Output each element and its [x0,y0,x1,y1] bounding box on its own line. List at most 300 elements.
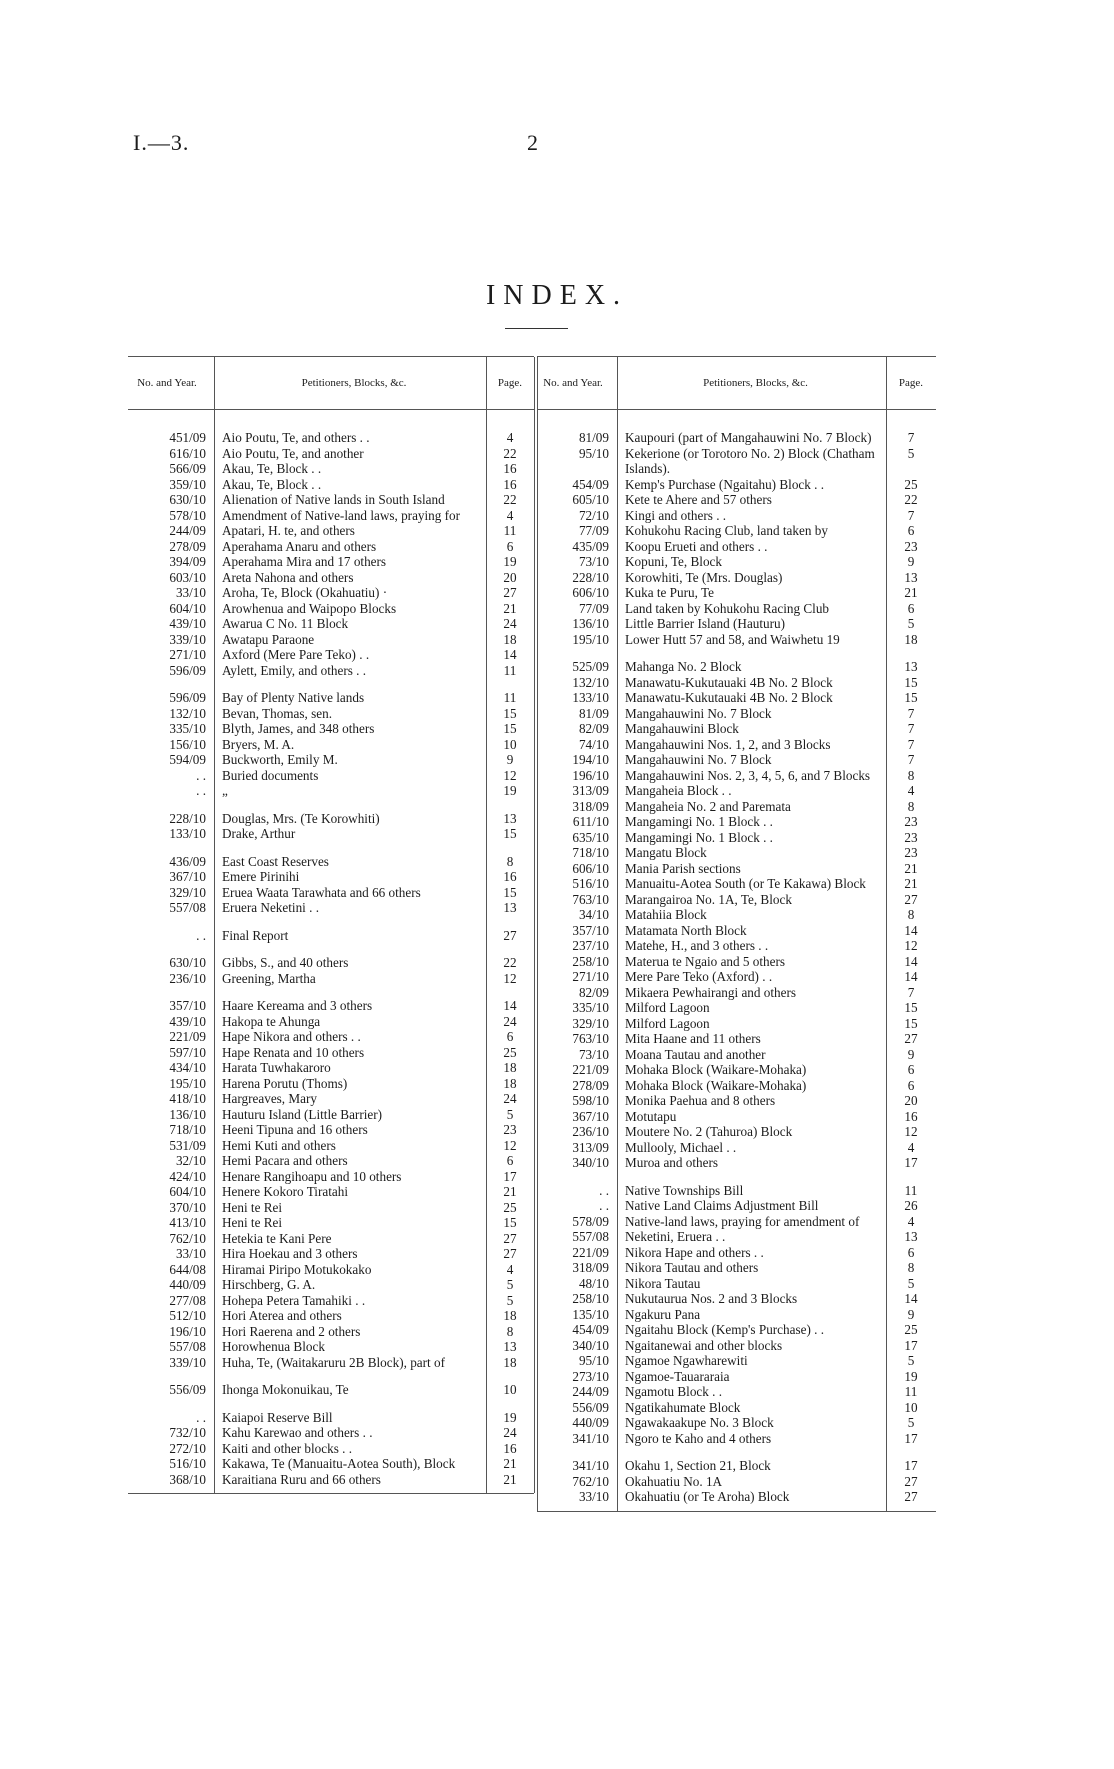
page-ref: 11 [503,690,517,705]
table-row [128,1107,534,1123]
table-row [128,1425,534,1441]
table-row [537,1229,936,1245]
petition-number: 367/10 [572,1108,609,1124]
petitioner-name: Nikora Tautau [625,1275,701,1291]
petition-number: 271/10 [572,969,609,984]
petitioner-name: Mangaheia No. 2 and Paremata [625,798,791,814]
petitioner-name: Mahanga No. 2 Block [625,659,742,674]
petitioner-name: Awarua C No. 11 Block [222,616,349,631]
petitioner-name: Moutere No. 2 (Tahuroa) Block [625,1124,793,1139]
petition-number: 439/10 [169,616,206,631]
petition-number: 424/10 [169,1168,206,1184]
petition-number: 33/10 [578,1489,609,1504]
table-row [128,783,534,799]
petition-number: 604/10 [169,600,206,616]
table-row [537,1474,936,1490]
page-ref: 27 [904,1031,918,1046]
page-ref: 18 [904,631,918,647]
table-row [537,830,936,846]
petitioner-name: Ngaitahu Block (Kemp's Purchase) . . [625,1322,825,1337]
page-ref: 25 [904,1322,918,1337]
table-row [128,632,534,648]
page-ref: 23 [904,814,918,829]
page-ref: 13 [503,810,517,826]
petition-number: 132/10 [572,674,609,690]
page-ref: 27 [904,891,918,907]
petitioner-name: Ngaitanewai and other blocks [625,1337,783,1353]
page-ref: 12 [904,938,918,953]
petitioner-name: Nukutaurua Nos. 2 and 3 Blocks [625,1291,798,1306]
petitioner-name: Okahu 1, Section 21, Block [625,1458,771,1473]
table-row [128,1410,534,1426]
page-ref: 27 [904,1473,918,1489]
petitioner-name: Hape Renata and 10 others [222,1044,365,1060]
petitioner-name: Mohaka Block (Waikare-Mohaka) [625,1062,807,1077]
petition-number: 258/10 [572,1291,609,1306]
petitioner-name: Milford Lagoon [625,1000,710,1015]
petition-number: 195/10 [572,631,609,647]
petitioner-name: Akau, Te, Block . . [222,476,322,492]
page-ref: 22 [503,955,517,970]
petition-number: 440/09 [572,1415,609,1430]
table-row [128,1293,534,1309]
petitioner-name: Mangahauwini Nos. 1, 2, and 3 Blocks [625,736,831,752]
table-row [128,570,534,586]
petition-number: 272/10 [169,1440,206,1456]
page-ref: 24 [503,1425,517,1440]
petitioner-name: Matehe, H., and 3 others . . [625,938,769,953]
page-ref: 5 [506,1106,514,1122]
petitioner-name: Blyth, James, and 348 others [222,721,375,736]
petitioner-name: Awatapu Paraone [222,631,315,647]
petition-number: 531/09 [169,1137,206,1153]
petitioner-name: Hauturu Island (Little Barrier) [222,1106,383,1122]
petitioner-name: Lower Hutt 57 and 58, and Waiwhetu 19 [625,631,840,647]
petitioner-name: Henere Kokoro Tiratahi [222,1184,348,1199]
table-row [537,690,936,706]
petitioner-name: Amendment of Native-land laws, praying for [222,507,461,523]
table-row [537,1016,936,1032]
table-row [537,508,936,524]
petition-number: . . [196,1409,206,1425]
page-ref: 5 [506,1292,514,1308]
table-row [128,1169,534,1185]
petition-number: 82/09 [578,984,609,1000]
table-row [128,1262,534,1278]
header-reference: I.—3. [133,130,190,155]
table-row [128,1014,534,1030]
petitioner-name: Kaupouri (part of Mangahauwini No. 7 Block) [625,430,872,445]
petitioner-name: Native Land Claims Adjustment Bill [625,1198,819,1213]
table-row [537,1109,936,1125]
petition-number: 236/10 [169,970,206,986]
petitioner-name: Korowhiti, Te (Mrs. Douglas) [625,569,783,585]
petition-number: 436/09 [169,853,206,869]
petition-number: 340/10 [572,1337,609,1353]
title-rule [505,328,568,329]
table-row [128,1184,534,1200]
petitioner-name: Karaitiana Ruru and 66 others [222,1471,381,1487]
page-ref: 6 [907,523,915,538]
table-row [128,1456,534,1472]
petition-number: 434/10 [169,1060,206,1075]
petition-number: 762/10 [169,1230,206,1246]
petitioner-name: Bryers, M. A. [222,736,295,752]
index-table-right [537,356,936,1512]
petitioner-name: Ngatikahumate Block [625,1399,741,1415]
table-row [537,1183,936,1199]
petition-number: 237/10 [572,938,609,953]
page-ref: 24 [503,616,517,631]
page-ref: 13 [503,1339,517,1354]
petition-number: 341/10 [572,1458,609,1473]
page-ref: 12 [503,1137,517,1153]
petitioner-name: Areta Nahona and others [222,569,354,585]
page-ref: 6 [907,600,915,616]
petition-number: 596/09 [169,690,206,705]
page-ref: 16 [503,476,517,492]
page-ref: 8 [506,1323,514,1339]
table-row [128,554,534,570]
page-ref: 14 [904,953,918,969]
petitioner-name: Hargreaves, Mary [222,1091,317,1106]
petition-number: 32/10 [175,1153,206,1168]
petitioner-name: Hohepa Petera Tamahiki . . [222,1292,366,1308]
petitioner-name: Hemi Pacara and others [222,1153,348,1168]
petitioner-name: Haare Kereama and 3 others [222,998,373,1013]
row-spacer [128,986,534,998]
page-ref: 12 [503,970,517,986]
petition-number: 597/10 [169,1044,206,1060]
table-row [537,430,936,446]
petitioner-name: Hape Nikora and others . . [222,1029,361,1044]
table-row [537,570,936,586]
table-row [537,492,936,508]
page-ref: 4 [907,1213,915,1229]
petitioner-name: Arowhenua and Waipopo Blocks [222,600,397,616]
table-row [537,1291,936,1307]
petition-number: 557/08 [169,1339,206,1354]
petitioner-name: Heni te Rei [222,1215,283,1230]
index-table-left [128,356,534,1494]
column-header-petitioners: Petitioners, Blocks, &c. [703,376,808,389]
petitioner-name: Heeni Tipuna and 16 others [222,1122,368,1137]
petitioner-name: „ [222,783,228,798]
petition-number: 136/10 [572,616,609,631]
petition-number: 413/10 [169,1215,206,1230]
petition-number: 132/10 [169,705,206,721]
petition-number: 440/09 [169,1277,206,1292]
page-ref: 21 [503,1184,517,1199]
petition-number: 258/10 [572,953,609,969]
page-ref: 22 [503,492,517,507]
table-row [537,1031,936,1047]
petitioner-name: Ngamoe Ngawharewiti [625,1353,748,1368]
petition-number: 221/09 [169,1029,206,1044]
table-row [537,752,936,768]
petition-number: 603/10 [169,569,206,585]
petitioner-name: Materua te Ngaio and 5 others [625,953,786,969]
petitioner-name: Bevan, Thomas, sen. [222,705,333,721]
petition-number: 329/10 [169,884,206,900]
table-row [128,1122,534,1138]
petitioner-name: Manawatu-Kukutauaki 4B No. 2 Block [625,674,833,690]
page-ref: 15 [503,826,517,841]
petition-number: 74/10 [578,736,609,752]
petition-number: 635/10 [572,829,609,845]
page-ref: 4 [907,783,915,798]
petition-number: 359/10 [169,476,206,492]
page-ref: 22 [904,492,918,507]
page-ref: 14 [503,998,517,1013]
petitioner-name: Marangairoa No. 1A, Te, Block [625,891,792,907]
petition-number: 195/10 [169,1075,206,1091]
petition-number: 335/10 [572,1000,609,1015]
table-row [128,430,534,446]
petitioner-name: Huha, Te, (Waitakaruru 2B Block), part of [222,1354,445,1370]
table-row [128,1308,534,1324]
page-ref: 25 [503,1199,517,1215]
petition-number: 33/10 [175,1246,206,1261]
petition-number: 278/09 [169,538,206,554]
petitioner-name: Moana Tautau and another [625,1046,766,1062]
table-row [537,861,936,877]
table-row [537,446,936,477]
petition-number: 228/10 [572,569,609,585]
table-row [537,616,936,632]
petitioner-name: Hakopa te Ahunga [222,1013,321,1029]
petitioner-name: Hiramai Piripo Motukokako [222,1261,372,1277]
table-row [537,1155,936,1171]
page-ref: 7 [907,507,915,523]
page-ref: 18 [503,1075,517,1091]
petitioner-name: Mangamingi No. 1 Block . . [625,829,773,845]
table-row [537,601,936,617]
petitioner-name: Aperahama Anaru and others [222,538,377,554]
petitioner-name: Aroha, Te, Block (Okahuatiu) · [222,585,388,600]
petition-number: 454/09 [572,476,609,492]
petition-number: 271/10 [169,647,206,662]
petition-number: 313/09 [572,783,609,798]
petition-number: 763/10 [572,1031,609,1046]
page-ref: 17 [904,1337,918,1353]
table-row [128,752,534,768]
page-ref: 25 [503,1044,517,1060]
petitioner-name: Ngakuru Pana [625,1306,701,1322]
petitioner-name: Okahuatiu (or Te Aroha) Block [625,1489,790,1504]
table-row [537,1276,936,1292]
table-row [537,1369,936,1385]
table-row [537,1415,936,1431]
petitioner-name: Motutapu [625,1108,677,1124]
petitioner-name: Ngoro te Kaho and 4 others [625,1430,772,1446]
petition-number: 194/10 [572,752,609,767]
petition-number: 516/10 [572,876,609,891]
petition-number: 611/10 [572,814,609,829]
petition-number: . . [196,783,206,798]
page-ref: 17 [904,1458,918,1473]
table-row [537,1124,936,1140]
petitioner-name: East Coast Reserves [222,853,329,869]
petition-number: 357/10 [169,998,206,1013]
petitioner-name: Hirschberg, G. A. [222,1277,316,1292]
petition-number: 133/10 [169,826,206,841]
page-ref: 15 [503,705,517,721]
page-ref: 27 [904,1489,918,1504]
petitioner-name: Akau, Te, Block . . [222,461,322,476]
table-row [128,971,534,987]
petition-number: 339/10 [169,631,206,647]
table-row [128,768,534,784]
page-ref: 24 [503,1013,517,1029]
table-row [537,721,936,737]
page-ref: 18 [503,631,517,647]
petitioner-name: Bay of Plenty Native lands [222,690,365,705]
row-spacer [537,1446,936,1458]
petitioner-name: Muroa and others [625,1155,719,1170]
petitioner-name: Little Barrier Island (Hauturu) [625,616,786,631]
page-ref: 14 [904,1291,918,1306]
table-row [128,1231,534,1247]
page-ref: 25 [904,476,918,492]
page-ref: 21 [503,1456,517,1471]
table-row [128,706,534,722]
table-row [537,706,936,722]
page-ref: 5 [907,1415,915,1430]
page-ref: 27 [503,927,517,943]
page-ref: 22 [503,445,517,461]
petitioner-name: Douglas, Mrs. (Te Korowhiti) [222,810,380,826]
petitioner-name: Koopu Erueti and others . . [625,538,768,554]
table-row [537,1322,936,1338]
petition-number: 329/10 [572,1015,609,1031]
petition-number: 318/09 [572,1260,609,1275]
table-row [128,811,534,827]
table-row [128,1355,534,1371]
page-ref: 15 [503,721,517,736]
petition-number: 596/09 [169,662,206,678]
petition-number: 439/10 [169,1013,206,1029]
row-spacer [128,916,534,928]
petitioner-name: Matahiia Block [625,907,707,922]
table-row [537,1140,936,1156]
petitioner-name: Milford Lagoon [625,1015,710,1031]
table-row [537,845,936,861]
petition-number: 33/10 [175,585,206,600]
petitioner-name: Horowhenua Block [222,1339,325,1354]
page-ref: 11 [904,1182,918,1198]
table-row [128,1153,534,1169]
page-ref: 19 [904,1368,918,1384]
page-ref: 8 [907,798,915,814]
table-row [128,869,534,885]
petitioner-name: Mangaheia Block . . [625,783,732,798]
page-ref: 13 [503,900,517,915]
petitioner-name: Alienation of Native lands in South Island [222,492,445,507]
page-ref: 19 [503,783,517,798]
petition-number: 557/08 [169,900,206,915]
table-row [537,659,936,675]
table-row [537,799,936,815]
petitioner-name: Aperahama Mira and 17 others [222,554,387,569]
page-ref: 4 [907,1139,915,1155]
petition-number: 318/09 [572,798,609,814]
page-ref: 9 [907,1046,915,1062]
page-ref: 5 [907,1353,915,1368]
table-row [128,885,534,901]
table-body [128,410,534,1493]
table-row [128,1138,534,1154]
petition-number: 763/10 [572,891,609,907]
table-row [128,1246,534,1262]
table-row [128,508,534,524]
page-ref: 14 [904,922,918,938]
petitioner-name: Hori Aterea and others [222,1308,342,1323]
petitioner-name: Hetekia te Kani Pere [222,1230,332,1246]
petition-number: 525/09 [572,659,609,674]
table-row [537,585,936,601]
petitioner-name: Nikora Hape and others . . [625,1244,764,1260]
table-row [128,523,534,539]
row-spacer [128,678,534,690]
page-ref: 5 [506,1277,514,1292]
page-ref: 13 [904,1229,918,1244]
petition-number: 73/10 [578,1046,609,1062]
page-ref: 6 [506,1153,514,1168]
table-row [537,1245,936,1261]
page-ref: 16 [904,1108,918,1124]
petition-number: 81/09 [578,430,609,445]
petition-number: 370/10 [169,1199,206,1215]
row-spacer [537,647,936,659]
page-ref: 6 [907,1062,915,1077]
petitioner-name: Final Report [222,927,289,943]
table-row [128,721,534,737]
petition-number: 73/10 [578,554,609,569]
table-row [128,1441,534,1457]
petition-number: 556/09 [572,1399,609,1415]
petitioner-name: Kohukohu Racing Club, land taken by [625,523,828,538]
petition-number: 221/09 [572,1244,609,1260]
column-header-page: Page. [898,376,924,389]
petition-number: . . [196,767,206,783]
petition-number: 34/10 [578,907,609,922]
petitioner-name: Mangamingi No. 1 Block . . [625,814,773,829]
petition-number: 644/08 [169,1261,206,1277]
table-row [128,1029,534,1045]
petition-number: 578/10 [169,507,206,523]
page-ref: 24 [503,1091,517,1106]
table-row [537,1198,936,1214]
petition-number: 133/10 [572,690,609,705]
petition-number: 357/10 [572,922,609,938]
page-ref: 17 [904,1155,918,1170]
petition-number: 578/09 [572,1213,609,1229]
page-ref: 9 [907,554,915,569]
page-ref: 7 [907,984,915,1000]
page-ref: 23 [503,1122,517,1137]
petitioner-name: Aio Poutu, Te, and another [222,445,364,461]
petition-number: 394/09 [169,554,206,569]
petitioner-name: Kaiti and other blocks . . [222,1440,353,1456]
page-ref: 16 [503,869,517,884]
page-ref: 4 [506,507,514,523]
page-ref: 21 [904,860,918,876]
petition-number: 244/09 [169,523,206,538]
page-title: INDEX. [485,280,629,311]
table-row [128,539,534,555]
page-ref: 11 [503,523,517,538]
